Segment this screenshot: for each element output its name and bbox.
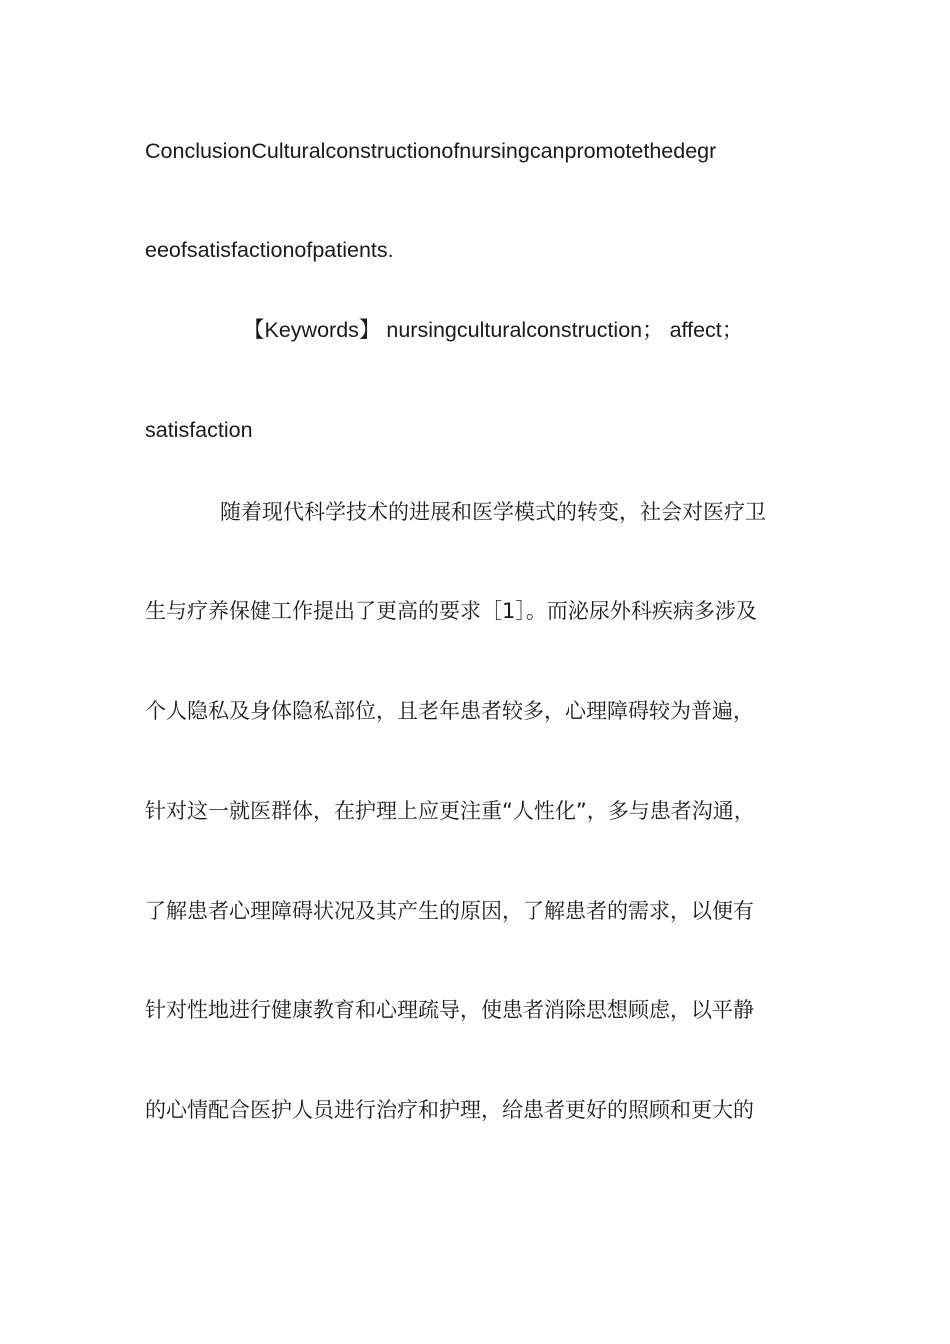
body-paragraph-line-1: 随着现代科学技术的进展和医学模式的转变，社会对医疗卫 xyxy=(220,500,766,524)
abstract-conclusion-line-2: eeofsatisfactionofpatients. xyxy=(145,238,394,262)
body-paragraph-line-3: 个人隐私及身体隐私部位，且老年患者较多，心理障碍较为普遍， xyxy=(145,699,754,723)
body-paragraph-line-7: 的心情配合医护人员进行治疗和护理，给患者更好的照顾和更大的 xyxy=(145,1098,754,1122)
body-paragraph-line-6: 针对性地进行健康教育和心理疏导，使患者消除思想顾虑，以平静 xyxy=(145,998,754,1022)
body-paragraph-line-4: 针对这一就医群体，在护理上应更注重“人性化”，多与患者沟通， xyxy=(145,799,755,823)
body-paragraph-line-5: 了解患者心理障碍状况及其产生的原因，了解患者的需求，以便有 xyxy=(145,899,754,923)
body-paragraph-line-2: 生与疗养保健工作提出了更高的要求［1］。而泌尿外科疾病多涉及 xyxy=(145,599,757,623)
keywords-line-1: 【Keywords】 nursingculturalconstruction； affect； xyxy=(243,318,744,342)
abstract-conclusion-line-1: ConclusionCulturalconstructionofnursingcanpromotethedegr xyxy=(145,139,717,163)
keywords-line-2: satisfaction xyxy=(145,418,253,442)
